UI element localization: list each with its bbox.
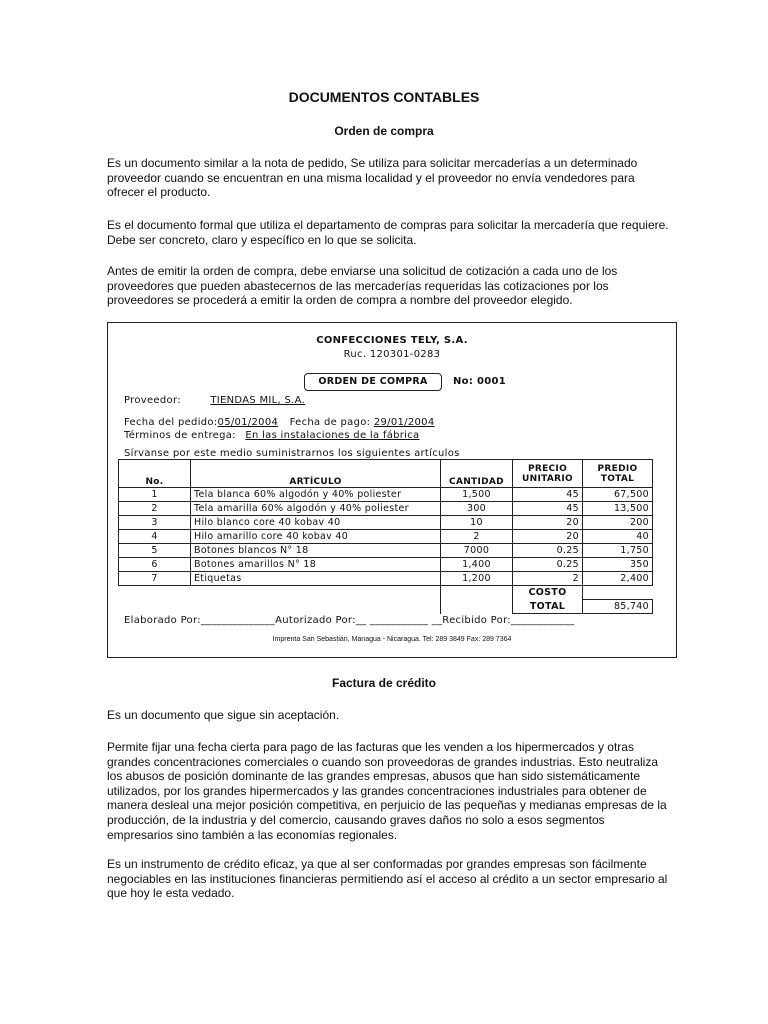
company-ruc: Ruc. 120301-0283 <box>343 349 441 360</box>
total-label: TOTAL <box>513 600 583 614</box>
row-no: 1 <box>119 488 191 502</box>
paragraph: Es el documento formal que utiliza el departamento de compras para solicitar la mercadería que requiere. Debe ser concreto, claro y específico en lo que se solicita. <box>107 218 669 247</box>
row-article: Tela amarilla 60% algodón y 40% poliester <box>191 502 441 516</box>
row-total: 2,400 <box>583 572 653 586</box>
delivery-value: En las instalaciones de la fábrica <box>245 430 420 441</box>
row-unit-price: 0.25 <box>513 544 583 558</box>
row-qty: 300 <box>441 502 513 516</box>
received-by-label: Recibido Por: <box>442 615 511 626</box>
row-unit-price: 45 <box>513 502 583 516</box>
paragraph: Es un instrumento de crédito eficaz, ya que al ser conformadas por grandes empresas son fácilmente negociables en las instituciones financieras permitiendo así el acceso al crédito a un sector empresario al que hoy le esta vedado. <box>107 857 668 901</box>
table-row <box>119 488 653 502</box>
row-total: 200 <box>583 516 653 530</box>
row-total: 67,500 <box>583 488 653 502</box>
row-total: 13,500 <box>583 502 653 516</box>
company-name: CONFECCIONES TELY, S.A. <box>316 335 468 346</box>
row-total: 1,750 <box>583 544 653 558</box>
order-number-label: No: <box>453 376 474 387</box>
table-row <box>119 502 653 516</box>
printer-footer: Imprenta San Sebastián, Managua - Nicaragua. Tel: 289 3849 Fax: 289 7364 <box>272 636 512 643</box>
order-number: 0001 <box>476 376 506 387</box>
row-article: Etiquetas <box>191 572 441 586</box>
row-qty: 1,400 <box>441 558 513 572</box>
supplier-value: TIENDAS MIL, S.A. <box>210 395 306 406</box>
prepared-by-label: Elaborado Por: <box>124 615 201 626</box>
supplier-label: Proveedor: <box>124 395 181 406</box>
row-unit-price: 20 <box>513 516 583 530</box>
document-title: DOCUMENTOS CONTABLES <box>288 89 480 105</box>
pay-date-label: Fecha de pago: <box>289 417 371 428</box>
col-header-article: ARTÍCULO <box>191 460 441 488</box>
row-qty: 1,500 <box>441 488 513 502</box>
cost-label: COSTO <box>513 586 583 600</box>
grand-total: 85,740 <box>583 600 653 614</box>
row-unit-price: 0.25 <box>513 558 583 572</box>
instruction-text: Sírvanse por este medio suministrarnos los siguientes artículos <box>124 448 460 459</box>
table-row <box>119 558 653 572</box>
row-article: Tela blanca 60% algodón y 40% poliester <box>191 488 441 502</box>
row-no: 5 <box>119 544 191 558</box>
row-no: 7 <box>119 572 191 586</box>
row-no: 4 <box>119 530 191 544</box>
pay-date-value: 29/01/2004 <box>373 417 435 428</box>
col-header-no: No. <box>119 460 191 488</box>
paragraph: Es un documento que sigue sin aceptación. <box>107 708 340 722</box>
col-header-qty: CANTIDAD <box>441 460 513 488</box>
row-qty: 1,200 <box>441 572 513 586</box>
table-row <box>119 544 653 558</box>
row-qty: 7000 <box>441 544 513 558</box>
authorized-by-label: Autorizado Por: <box>275 615 356 626</box>
row-unit-price: 2 <box>513 572 583 586</box>
order-title-box: ORDEN DE COMPRA <box>304 373 442 391</box>
row-no: 2 <box>119 502 191 516</box>
row-qty: 2 <box>441 530 513 544</box>
table-row <box>119 530 653 544</box>
col-header-unit-price: PRECIO UNITARIO <box>513 460 583 488</box>
table-row <box>119 516 653 530</box>
row-total: 350 <box>583 558 653 572</box>
col-header-total: PREDIO TOTAL <box>583 460 653 488</box>
purchase-order-form: CONFECCIONES TELY, S.A. Ruc. 120301-0283 ORDEN DE COMPRA No: 0001 Proveedor: TIENDAS MIL, S.A. Fecha del pedido:05/01/2004 Fecha de pago: 29/01/2004 Términos de entrega: En las instalaciones de la fábrica Sírvanse por este medio suministrarnos los siguientes artículos No. ARTÍCULO CANTIDAD PRECIO UNITARIO PREDIO TOTAL 1 Tela blanca 60% algodón y 40% poliester 1,500 45 67,500 2 Tela amarilla 60% algodón y 40% poliester 300 45 13,500 3 Hilo blanco core 40 kobav 40 10 20 200 4 Hilo amarillo core 40 kobav 40 2 20 40 5 Botones blancos N° 18 7000 0.25 1,750 6 Botones amarillos N° 18 1,400 0.25 350 7 Etiquetas 1,200 2 2,400 COSTO TOTAL 85,740 Elaborado Por:______________Autorizado Por:__ ___________ __Recibido Por:____________ Imprenta San Sebastián, Managua - Nicaragua. Tel: 289 3849 Fax: 289 7364 <box>107 322 677 658</box>
row-unit-price: 20 <box>513 530 583 544</box>
delivery-label: Términos de entrega: <box>124 430 236 441</box>
row-no: 3 <box>119 516 191 530</box>
paragraph: Antes de emitir la orden de compra, debe enviarse una solicitud de cotización a cada uno de los proveedores que pueden abastecernos de las mercaderías requeridas las cotizaciones por los proveedores se procederá a emitir la orden de compra a nombre del proveedor elegido. <box>107 264 618 308</box>
section-title-factura-de-credito: Factura de crédito <box>331 676 437 690</box>
order-date-label: Fecha del pedido: <box>124 417 218 428</box>
order-date-value: 05/01/2004 <box>217 417 279 428</box>
row-article: Botones amarillos N° 18 <box>191 558 441 572</box>
row-unit-price: 45 <box>513 488 583 502</box>
paragraph: Es un documento similar a la nota de pedido, Se utiliza para solicitar mercaderías a un determinado proveedor cuando se encuentran en una misma localidad y el proveedor no envía vendedores para ofrecer el producto. <box>107 156 638 200</box>
row-qty: 10 <box>441 516 513 530</box>
items-table <box>118 459 653 614</box>
row-total: 40 <box>583 530 653 544</box>
row-no: 6 <box>119 558 191 572</box>
row-article: Botones blancos N° 18 <box>191 544 441 558</box>
paragraph: Permite fijar una fecha cierta para pago de las facturas que les venden a los hipermercados y otras grandes concentraciones comerciales o cuando son proveedoras de grandes industrias. Esto neutraliza los abusos de posición dominante de las grandes empresas, abusos que han sido sistemáticamente utilizados, por los grandes hipermercados y las grandes concentraciones industriales para obtener de manera desleal una mejor posición competitiva, en perjuicio de las pequeñas y medianas empresas de la producción, de la industria y del comercio, causando graves daños no solo a esos segmentos empresarios sino también a las economías regionales. <box>107 740 667 842</box>
row-article: Hilo blanco core 40 kobav 40 <box>191 516 441 530</box>
section-title-orden-de-compra: Orden de compra <box>334 124 434 138</box>
row-article: Hilo amarillo core 40 kobav 40 <box>191 530 441 544</box>
table-row <box>119 572 653 586</box>
